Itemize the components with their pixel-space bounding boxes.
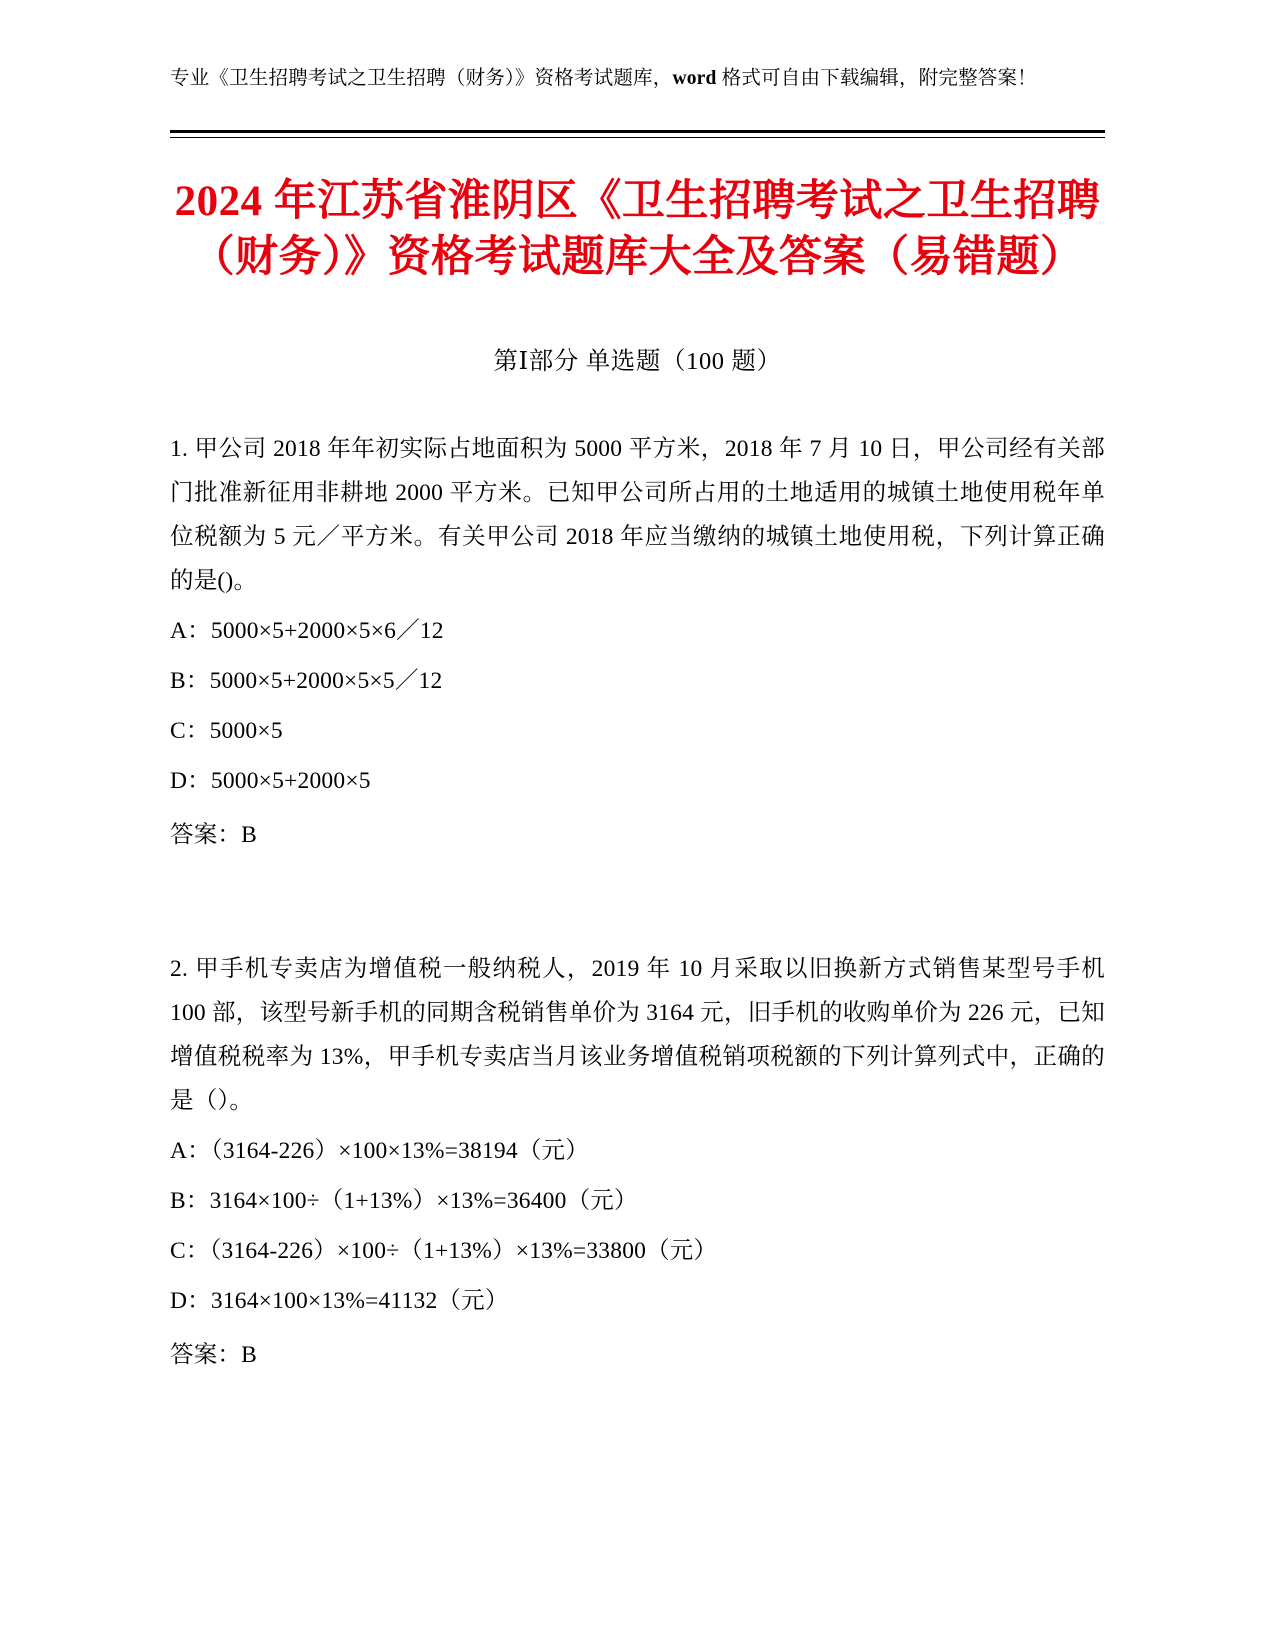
question-option: D：5000×5+2000×5 <box>170 768 371 794</box>
question-item <box>170 427 1105 857</box>
header-note-bold: word <box>672 68 717 89</box>
question-spacer <box>170 857 1105 897</box>
header-note-part1: 专业《卫生招聘考试之卫生招聘（财务）》资格考试题库， <box>170 68 673 89</box>
question-option: C：（3164-226）×100÷（1+13%）×13%=33800（元） <box>170 1238 718 1264</box>
divider-thick-line <box>170 130 1105 133</box>
question-stem: 1. 甲公司 2018 年年初实际占地面积为 5000 平方米，2018 年 7 月 10 日，甲公司经有关部门批准新征用非耕地 2000 平方米。已知甲公司所占用的土地适用的城镇土地使用税年单位税额为 5 元／平方米。有关甲公司 2018 年应当缴纳的城镇土地使用税，下列计算正确的是()。 <box>170 436 1105 594</box>
header-note-part2: 格式可自由下载编辑，附完整答案！ <box>716 68 1037 89</box>
header-divider <box>170 130 1105 138</box>
question-answer: 答案：B <box>170 1342 257 1368</box>
question-stem: 2. 甲手机专卖店为增值税一般纳税人，2019 年 10 月采取以旧换新方式销售某型号手机 100 部，该型号新手机的同期含税销售单价为 3164 元，旧手机的收购单价为 226 元，已知增值税税率为 13%，甲手机专卖店当月该业务增值税销项税额的下列计算列式中，正确的是（）。 <box>170 956 1105 1114</box>
page-title: 2024 年江苏省淮阴区《卫生招聘考试之卫生招聘（财务）》资格考试题库大全及答案（易错题） <box>174 178 1101 281</box>
header-note <box>170 62 1105 96</box>
question-option: B：5000×5+2000×5×5／12 <box>170 668 443 694</box>
section-heading: 第Ⅰ部分 单选题（100 题） <box>493 348 782 375</box>
question-option: C：5000×5 <box>170 718 283 744</box>
question-item <box>170 947 1105 1377</box>
question-option: A：（3164-226）×100×13%=38194（元） <box>170 1138 589 1164</box>
question-option: D：3164×100×13%=41132（元） <box>170 1288 509 1314</box>
question-option: A：5000×5+2000×5×6／12 <box>170 618 444 644</box>
divider-thin-line <box>170 137 1105 138</box>
question-answer: 答案：B <box>170 822 257 848</box>
question-option: B：3164×100÷（1+13%）×13%=36400（元） <box>170 1188 638 1214</box>
